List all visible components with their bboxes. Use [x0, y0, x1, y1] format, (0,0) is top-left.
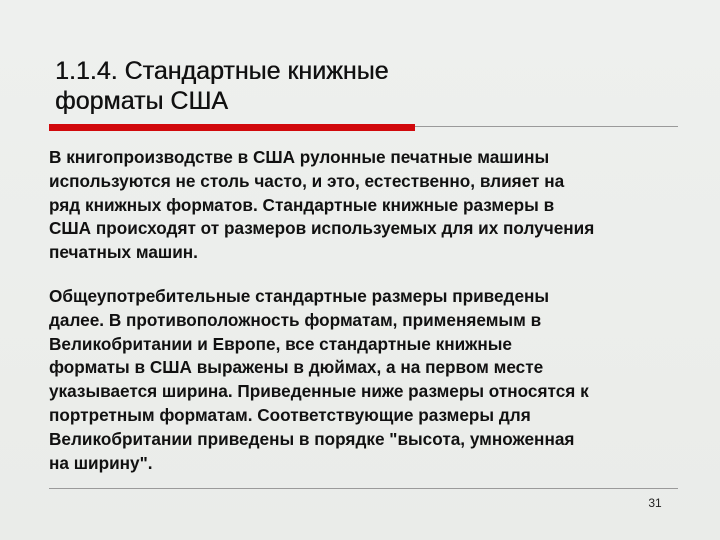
slide-body [49, 146, 689, 475]
paragraph-2-line-5: указывается ширина. Приведенные ниже размеры относятся к [49, 381, 589, 402]
paragraph-2 [49, 285, 689, 475]
paragraph-1-line-3: ряд книжных форматов. Стандартные книжные размеры в [49, 194, 555, 215]
page-number: 31 [648, 496, 662, 510]
title-accent-bar [49, 124, 415, 131]
paragraph-1 [49, 146, 689, 265]
title-divider-line [415, 126, 678, 127]
paragraph-1-line-5: печатных машин. [49, 242, 198, 263]
paragraph-2-line-3: Великобритании и Европе, все стандартные книжные [49, 333, 512, 354]
slide-title-line-2: форматы США [55, 87, 228, 115]
paragraph-1-line-4: США происходят от размеров используемых для их получения [49, 218, 595, 239]
paragraph-2-line-2: далее. В противоположность форматам, применяемым в [49, 309, 542, 330]
paragraph-1-line-2: используются не столь часто, и это, естественно, влияет на [49, 170, 565, 191]
paragraph-2-line-1: Общеупотребительные стандартные размеры приведены [49, 285, 550, 306]
slide-title [55, 56, 655, 116]
footer-divider-line [49, 488, 678, 489]
paragraph-2-line-6: портретным форматам. Соответствующие размеры для [49, 404, 531, 425]
paragraph-2-line-4: форматы в США выражены в дюймах, а на первом месте [49, 357, 544, 378]
paragraph-2-line-8: на ширину". [49, 452, 153, 473]
slide-title-line-1: 1.1.4. Стандартные книжные [55, 57, 389, 85]
paragraph-1-line-1: В книгопроизводстве в США рулонные печатные машины [49, 147, 550, 167]
paragraph-2-line-7: Великобритании приведены в порядке "высота, умноженная [49, 428, 575, 449]
